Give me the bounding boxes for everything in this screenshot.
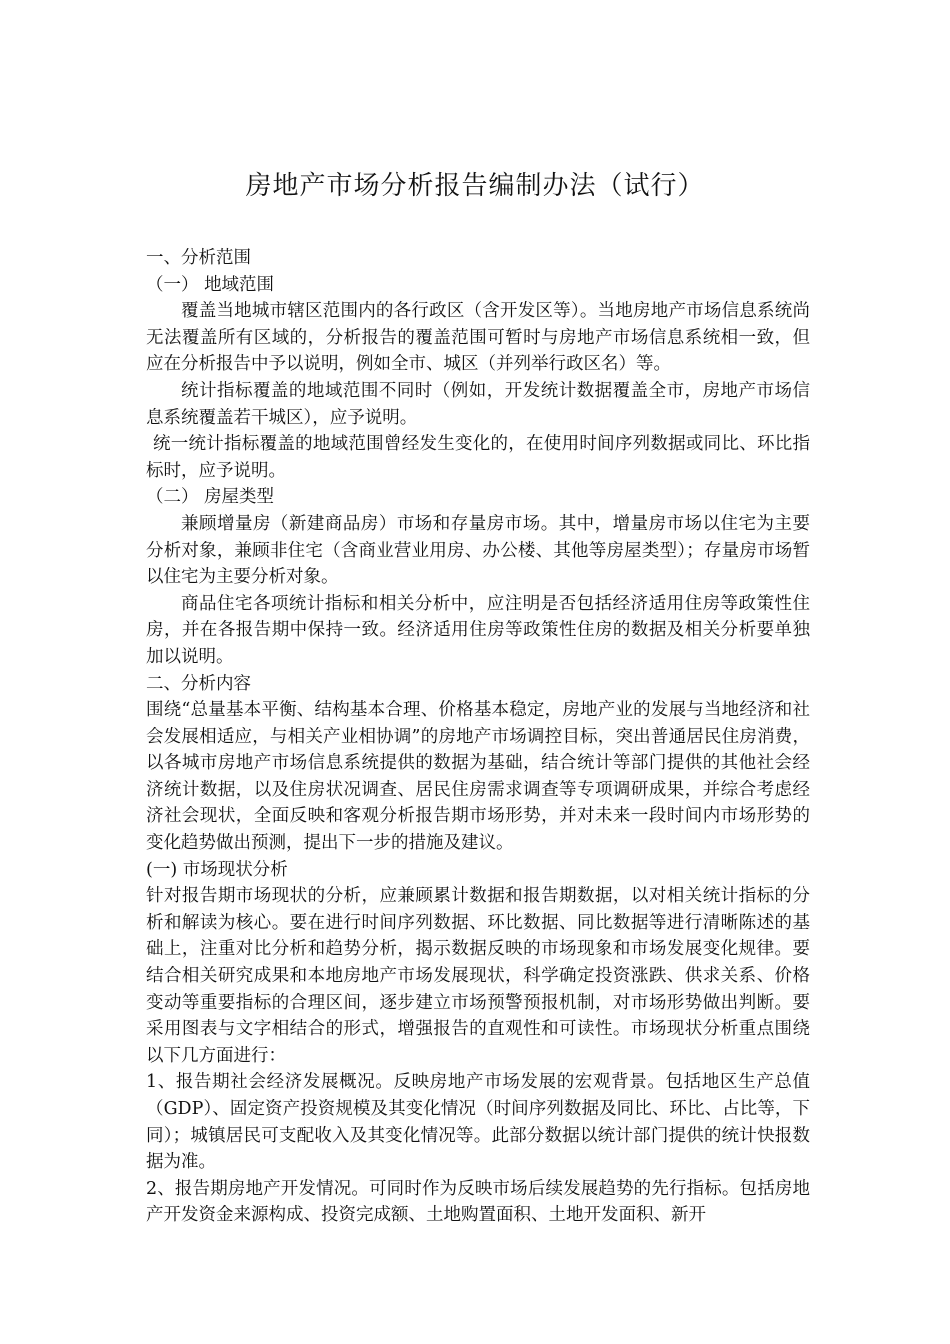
body-paragraph: 商品住宅各项统计指标和相关分析中，应注明是否包括经济适用住房等政策性住房，并在各报告期中保持一致。经济适用住房等政策性住房的数据及相关分析要单独加以说明。 (146, 593, 810, 667)
document-title: 房地产市场分析报告编制办法（试行） (245, 171, 705, 201)
section-paragraph: 围绕“总量基本平衡、结构基本合理、价格基本稳定，房地产业的发展与当地经济和社会发展相适应，与相关产业相协调”的房地产市场调控目标，突出普通居民住房消费，以各城市房地产市场信息系统提供的数据为基础，结合统计等部门提供的其他社会经济统计数据，以及住房状况调查、居民住房需求调查等专项调研成果，并综合考虑经济社会现状，全面反映和客观分析报告期市场形势，并对未来一段时间内市场形势的变化趋势做出预测，提出下一步的措施及建议。 (146, 700, 810, 854)
section-paragraph: 1、报告期社会经济发展概况。反映房地产市场发展的宏观背景。包括地区生产总值（GDP）、固定资产投资规模及其变化情况（时间序列数据及同比、环比、占比等，下同）；城镇居民可支配收入及其变化情况等。此部分数据以统计部门提供的统计快报数据为准。 (146, 1072, 810, 1173)
body-paragraph: 兼顾增量房（新建商品房）市场和存量房市场。其中，增量房市场以住宅为主要分析对象，兼顾非住宅（含商业营业用房、办公楼、其他等房屋类型）；存量房市场暂以住宅为主要分析对象。 (146, 513, 810, 588)
section-paragraph: 一、分析范围 (146, 248, 251, 268)
body-paragraph: 统一统计指标覆盖的地域范围曾经发生变化的，在使用时间序列数据或同比、环比指标时，应予说明。 (146, 434, 810, 481)
section-paragraph: (一) 市场现状分析 (146, 859, 288, 880)
section-paragraph: 2、报告期房地产开发情况。可同时作为反映市场后续发展趋势的先行指标。包括房地产开发资金来源构成、投资完成额、土地购置面积、土地开发面积、新开 (146, 1178, 810, 1226)
section-paragraph: 二、分析内容 (146, 673, 251, 694)
document-body (146, 245, 810, 1229)
section-paragraph: （一） 地域范围 (146, 274, 275, 295)
body-paragraph: 统计指标覆盖的地域范围不同时（例如，开发统计数据覆盖全市，房地产市场信息系统覆盖若干城区），应予说明。 (146, 380, 810, 428)
section-paragraph: （二） 房屋类型 (146, 487, 275, 508)
section-paragraph: 针对报告期市场现状的分析，应兼顾累计数据和报告期数据，以对相关统计指标的分析和解读为核心。要在进行时间序列数据、环比数据、同比数据等进行清晰陈述的基础上，注重对比分析和趋势分析，揭示数据反映的市场现象和市场发展变化规律。要结合相关研究成果和本地房地产市场发展现状，科学确定投资涨跌、供求关系、价格变动等重要指标的合理区间，逐步建立市场预警预报机制，对市场形势做出判断。要采用图表与文字相结合的形式，增强报告的直观性和可读性。市场现状分析重点围绕以下几方面进行： (146, 886, 810, 1066)
body-paragraph: 覆盖当地城市辖区范围内的各行政区（含开发区等）。当地房地产市场信息系统尚无法覆盖所有区域的，分析报告的覆盖范围可暂时与房地产市场信息系统相一致，但应在分析报告中予以说明，例如全市、城区（并列举行政区名）等。 (146, 301, 810, 375)
